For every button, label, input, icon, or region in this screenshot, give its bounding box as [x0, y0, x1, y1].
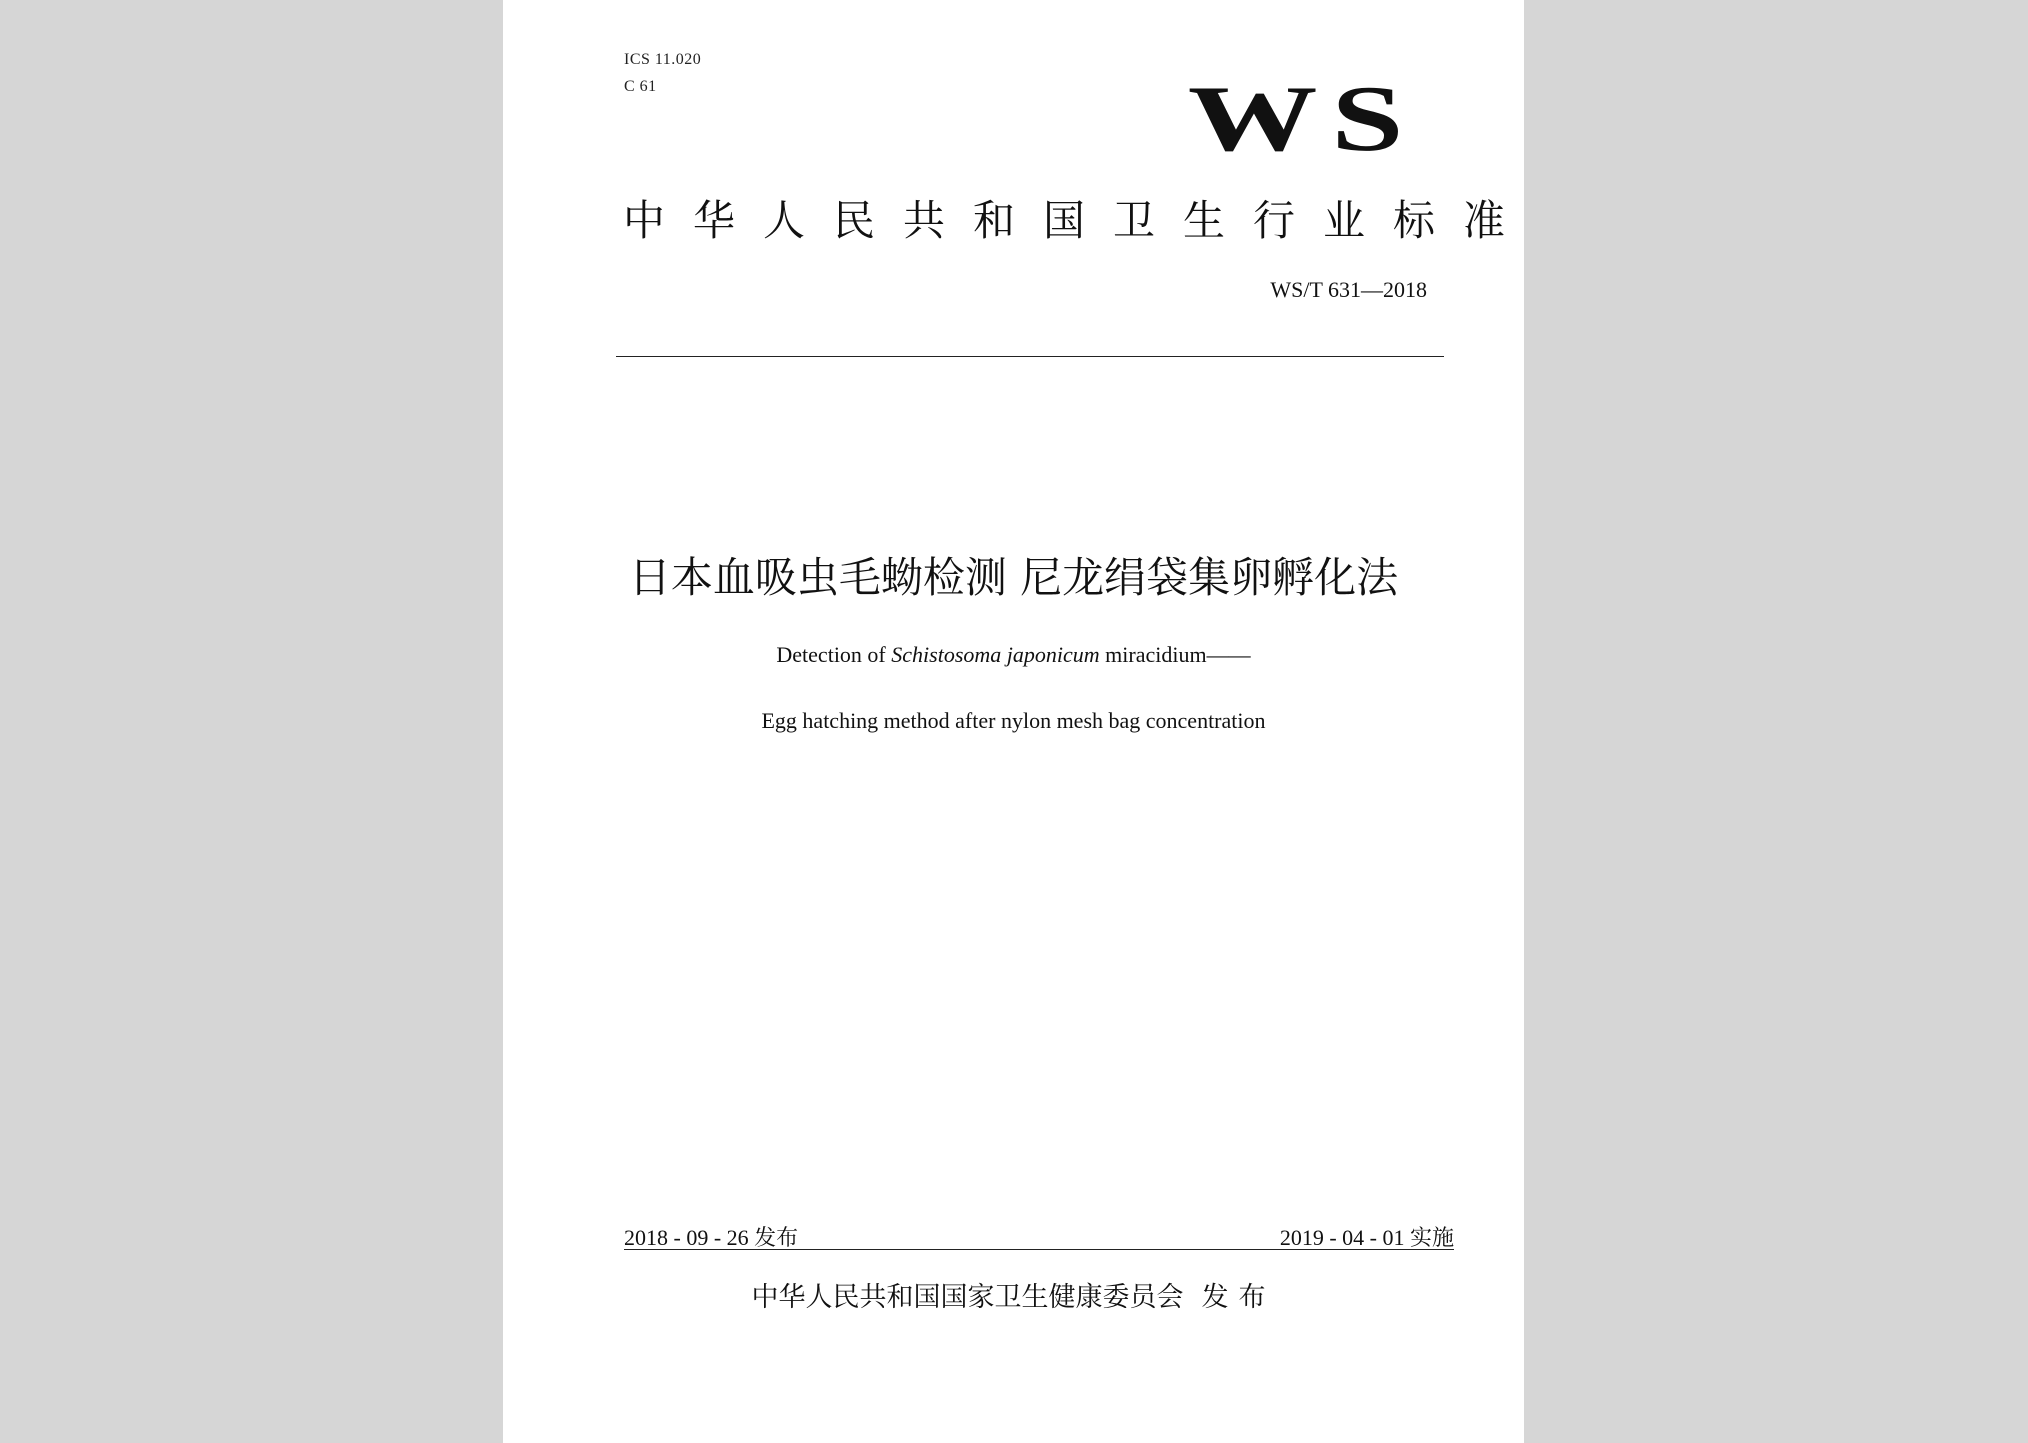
ws-logo: WS [1187, 67, 1417, 171]
ics-code: ICS 11.020 [624, 51, 702, 68]
issue-date: 2018 - 09 - 26 发布 [624, 1225, 799, 1250]
title-english-species: Schistosoma japonicum [891, 642, 1100, 667]
document-title-english-line1 [503, 642, 1524, 668]
standard-title: 中华人民共和国卫生行业标准 [623, 196, 1534, 245]
standard-number: WS/T 631—2018 [1270, 277, 1427, 302]
header-divider [616, 356, 1444, 357]
footer-divider [624, 1249, 1454, 1250]
implementation-date: 2019 - 04 - 01 实施 [1279, 1225, 1454, 1250]
publisher [503, 1275, 1524, 1314]
publisher-suffix: 发布 [1201, 1282, 1276, 1313]
document-title-chinese: 日本血吸虫毛蚴检测 尼龙绢袋集卵孵化法 [628, 553, 1399, 602]
ccs-code: C 61 [624, 78, 657, 95]
title-english-prefix: Detection of [776, 642, 892, 667]
date-row [624, 1221, 1454, 1251]
title-english-suffix: miracidium—— [1099, 642, 1251, 667]
document-page [503, 0, 1534, 1443]
publisher-name: 中华人民共和国国家卫生健康委员会 [751, 1282, 1184, 1313]
document-title-english-line2: Egg hatching method after nylon mesh bag concentration [761, 708, 1266, 733]
